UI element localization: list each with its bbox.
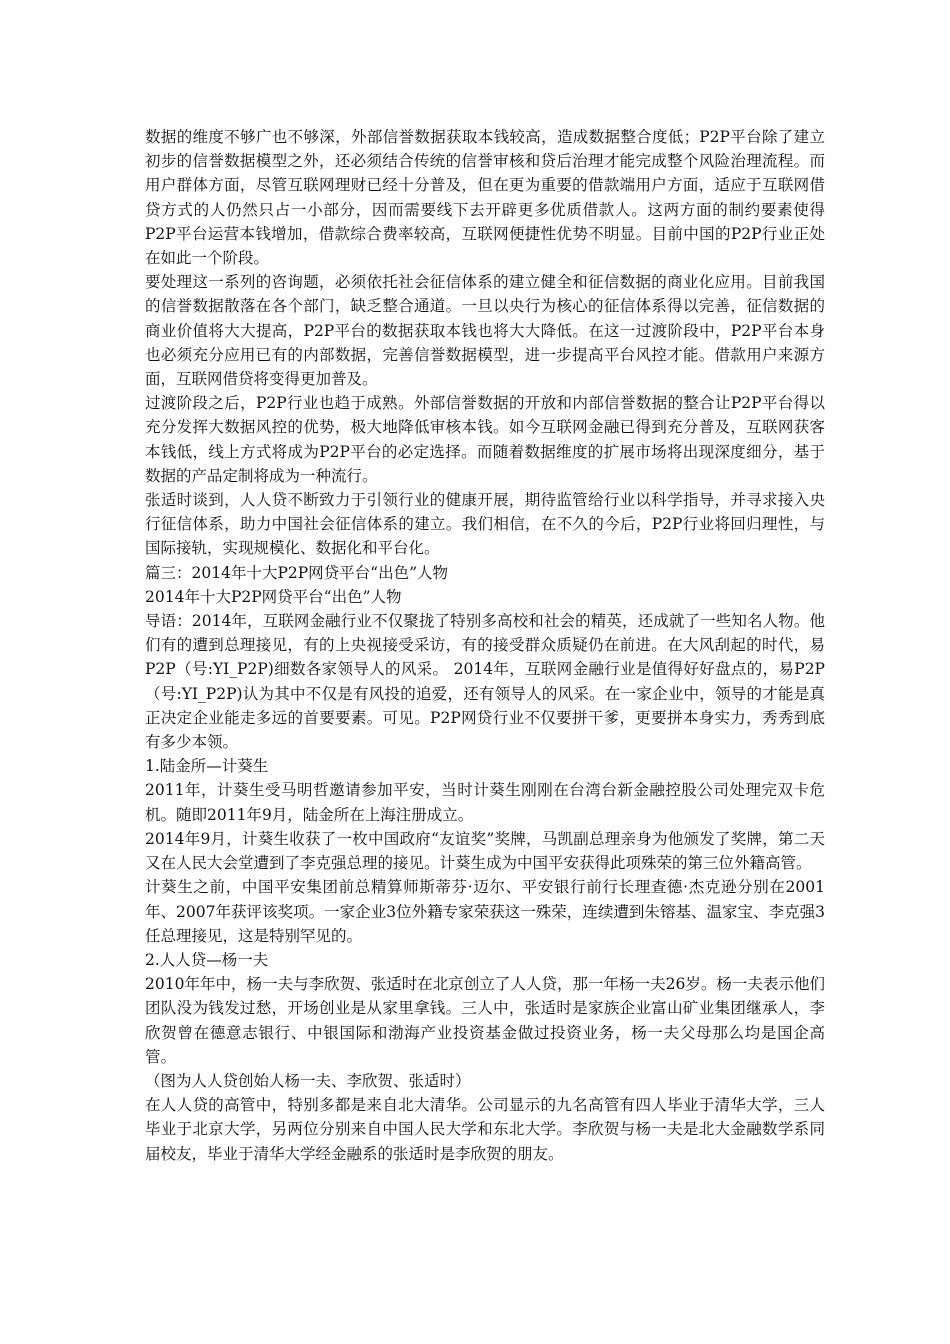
paragraph-credit-system: 要处理这一系列的咨询题，必须依托社会征信体系的建立健全和征信数据的商业化应用。目前我国的信誉数据散落在各个部门，缺乏整合通道。一旦以央行为核心的征信体系得以完善，征信数据的商业价值将大大提高，P2P平台的数据获取本钱也将大大降低。在这一过渡阶段中，P2P平台本身也必须充分应用已有的内部数据，完善信誉数据模型，进一步提高平台风控才能。借款用户来源方面，互联网借贷将变得更加普及。 [145, 273, 825, 389]
article-title: 2014年十大P2P网贷平台“出色”人物 [145, 587, 402, 606]
section-heading-part-three: 篇三：2014年十大P2P网贷平台“出色”人物 [145, 563, 449, 582]
paragraph-zhang-shishi: 张适时谈到，人人贷不断致力于引领行业的健康开展，期待监管给行业以科学指导，并寻求接入央行征信体系，助力中国社会征信体系的建立。我们相信，在不久的今后，P2P行业将回归理性，与国际接轨，实现规模化、数据化和平台化。 [145, 491, 825, 558]
paragraph-data-dimension: 数据的维度不够广也不够深，外部信誉数据获取本钱较高，造成数据整合度低；P2P平台除了建立初步的信誉数据模型之外，还必须结合传统的信誉审核和贷后治理才能完成整个风险治理流程。而用户群体方面，尽管互联网理财已经十分普及，但在更为重要的借款端用户方面，适应于互联网借贷方式的人仍然只占一小部分，因而需要线下去开辟更多优质借款人。这两方面的制约要素使得P2P平台运营本钱增加，借款综合费率较高，互联网便捷性优势不明显。目前中国的P2P行业正处在如此一个阶段。 [145, 128, 825, 268]
subheading-lufax: 1.陆金所—计葵生 [145, 757, 269, 776]
paragraph-lufax-2011: 2011年，计葵生受马明哲邀请参加平安，当时计葵生刚刚在台湾台新金融控股公司处理完双卡危机。随即2011年9月，陆金所在上海注册成立。 [145, 781, 825, 824]
paragraph-executives: 在人人贷的高管中，特别多都是来自北大清华。公司显示的九名高管有四人毕业于清华大学，三人毕业于北京大学，另两位分别来自中国人民大学和东北大学。李欣贺与杨一夫是北大金融数学系同届校友，毕业于清华大学经金融系的张适时是李欣贺的朋友。 [145, 1096, 825, 1163]
paragraph-renrendai-founding: 2010年年中，杨一夫与李欣贺、张适时在北京创立了人人贷，那一年杨一夫26岁。杨一夫表示他们团队没为钱发过愁，开场创业是从家里拿钱。三人中，张适时是家族企业富山矿业集团继承人，李欣贺曾在德意志银行、中银国际和渤海产业投资基金做过投资业务，杨一夫父母那么均是国企高管。 [145, 975, 825, 1066]
subheading-renrendai: 2.人人贷—杨一夫 [145, 950, 269, 969]
paragraph-introduction: 导语：2014年，互联网金融行业不仅聚拢了特别多高校和社会的精英，还成就了一些知名人物。他们有的遭到总理接见，有的上央视接受采访，有的接受群众质疑仍在前进。在大风刮起的时代，易P2P（号:YI_P2P)细数各家领导人的风采。 2014年，互联网金融行业是值得好好盘点的，易P2P（号:YI_P2P)认为其中不仅是有风投的追爱，还有领导人的风采。在一家企业中，领导的才能是真正决定企业能走多远的首要要素。可见。P2P网贷行业不仅要拼干爹，更要拼本身实力，秀秀到底有多少本领。 [145, 612, 825, 752]
paragraph-friendship-award: 2014年9月，计葵生收获了一枚中国政府“友谊奖”奖牌，马凯副总理亲身为他颁发了奖牌，第二天又在人民大会堂遭到了李克强总理的接见。计葵生成为中国平安获得此项殊荣的第三位外籍高管。 [145, 829, 825, 873]
document-body [145, 125, 825, 1166]
paragraph-transition-stage: 过渡阶段之后，P2P行业也趋于成熟。外部信誉数据的开放和内部信誉数据的整合让P2P平台得以充分发挥大数据风控的优势，极大地降低审核本钱。如今互联网金融已得到充分普及，互联网获客本钱低，线上方式将成为P2P平台的必定选择。而随着数据维度的扩展市场将出现深度细分，基于数据的产品定制将成为一种流行。 [145, 394, 825, 485]
image-caption-founders: （图为人人贷创始人杨一夫、李欣贺、张适时） [145, 1071, 471, 1090]
paragraph-foreign-experts: 计葵生之前，中国平安集团前总精算师斯蒂芬·迈尔、平安银行前行长理查德·杰克逊分别在2001年、2007年获评该奖项。一家企业3位外籍专家荣获这一殊荣，连续遭到朱镕基、温家宝、李克强3任总理接见，这是特别罕见的。 [145, 878, 825, 945]
